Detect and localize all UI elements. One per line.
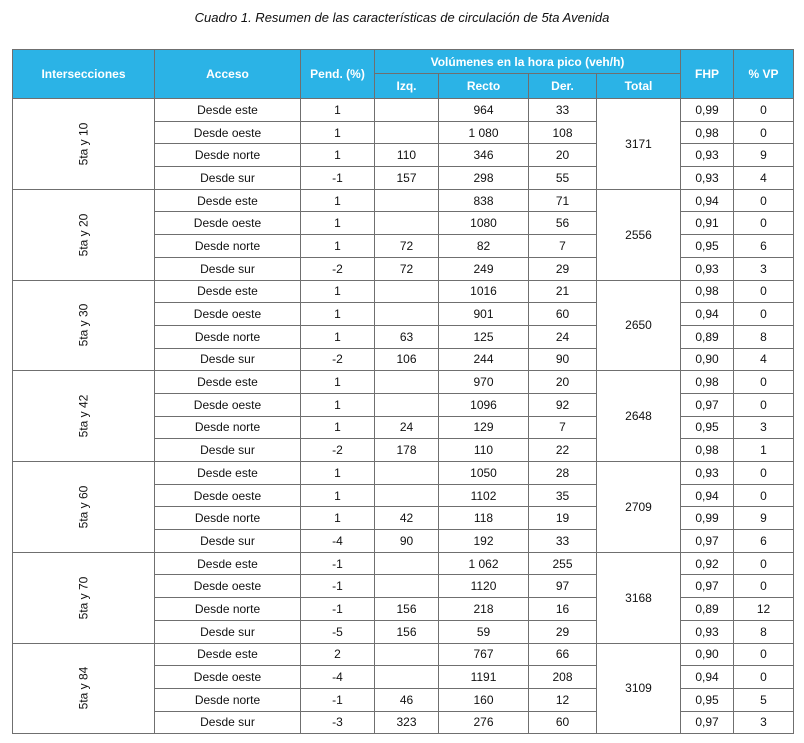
pend-cell: 1 bbox=[301, 462, 375, 485]
izq-cell bbox=[375, 121, 439, 144]
intersection-cell bbox=[13, 462, 155, 553]
fhp-cell: 0,99 bbox=[681, 99, 734, 122]
intersection-cell bbox=[13, 643, 155, 734]
intersection-cell bbox=[13, 280, 155, 371]
fhp-cell: 0,98 bbox=[681, 439, 734, 462]
pend-cell: -5 bbox=[301, 620, 375, 643]
fhp-cell: 0,99 bbox=[681, 507, 734, 530]
izq-cell bbox=[375, 666, 439, 689]
fhp-cell: 0,94 bbox=[681, 484, 734, 507]
fhp-cell: 0,97 bbox=[681, 393, 734, 416]
pend-cell: -2 bbox=[301, 257, 375, 280]
izq-cell bbox=[375, 212, 439, 235]
der-cell: 97 bbox=[529, 575, 597, 598]
fhp-cell: 0,93 bbox=[681, 620, 734, 643]
der-cell: 56 bbox=[529, 212, 597, 235]
pend-cell: -2 bbox=[301, 439, 375, 462]
fhp-cell: 0,95 bbox=[681, 688, 734, 711]
izq-cell bbox=[375, 189, 439, 212]
pend-cell: 1 bbox=[301, 280, 375, 303]
pend-cell: 1 bbox=[301, 484, 375, 507]
fhp-cell: 0,98 bbox=[681, 121, 734, 144]
recto-cell: 1080 bbox=[439, 212, 529, 235]
pend-cell: 1 bbox=[301, 212, 375, 235]
recto-cell: 110 bbox=[439, 439, 529, 462]
fhp-cell: 0,98 bbox=[681, 371, 734, 394]
header-izq: Izq. bbox=[375, 74, 439, 99]
der-cell: 255 bbox=[529, 552, 597, 575]
der-cell: 28 bbox=[529, 462, 597, 485]
der-cell: 92 bbox=[529, 393, 597, 416]
vp-cell: 8 bbox=[734, 620, 794, 643]
recto-cell: 1120 bbox=[439, 575, 529, 598]
der-cell: 29 bbox=[529, 620, 597, 643]
acceso-cell: Desde este bbox=[155, 99, 301, 122]
acceso-cell: Desde este bbox=[155, 280, 301, 303]
total-cell: 3171 bbox=[597, 99, 681, 190]
izq-cell: 156 bbox=[375, 598, 439, 621]
acceso-cell: Desde norte bbox=[155, 688, 301, 711]
vp-cell: 0 bbox=[734, 552, 794, 575]
izq-cell bbox=[375, 484, 439, 507]
recto-cell: 901 bbox=[439, 303, 529, 326]
izq-cell bbox=[375, 303, 439, 326]
recto-cell: 1102 bbox=[439, 484, 529, 507]
recto-cell: 244 bbox=[439, 348, 529, 371]
intersection-label: 5ta y 20 bbox=[76, 213, 91, 256]
acceso-cell: Desde oeste bbox=[155, 121, 301, 144]
vp-cell: 4 bbox=[734, 167, 794, 190]
acceso-cell: Desde oeste bbox=[155, 484, 301, 507]
intersection-label: 5ta y 60 bbox=[76, 485, 91, 529]
table-row bbox=[13, 371, 794, 394]
izq-cell: 46 bbox=[375, 688, 439, 711]
der-cell: 66 bbox=[529, 643, 597, 666]
recto-cell: 346 bbox=[439, 144, 529, 167]
table-row bbox=[13, 99, 794, 122]
vp-cell: 0 bbox=[734, 280, 794, 303]
izq-cell: 63 bbox=[375, 325, 439, 348]
der-cell: 35 bbox=[529, 484, 597, 507]
vp-cell: 9 bbox=[734, 507, 794, 530]
pend-cell: 1 bbox=[301, 303, 375, 326]
intersection-label: 5ta y 84 bbox=[76, 667, 91, 710]
pend-cell: -1 bbox=[301, 552, 375, 575]
acceso-cell: Desde este bbox=[155, 371, 301, 394]
izq-cell bbox=[375, 371, 439, 394]
der-cell: 208 bbox=[529, 666, 597, 689]
acceso-cell: Desde sur bbox=[155, 439, 301, 462]
izq-cell: 72 bbox=[375, 257, 439, 280]
izq-cell: 323 bbox=[375, 711, 439, 734]
izq-cell bbox=[375, 280, 439, 303]
recto-cell: 1050 bbox=[439, 462, 529, 485]
pend-cell: 2 bbox=[301, 643, 375, 666]
vp-cell: 0 bbox=[734, 189, 794, 212]
recto-cell: 118 bbox=[439, 507, 529, 530]
fhp-cell: 0,89 bbox=[681, 598, 734, 621]
recto-cell: 59 bbox=[439, 620, 529, 643]
der-cell: 19 bbox=[529, 507, 597, 530]
acceso-cell: Desde norte bbox=[155, 598, 301, 621]
der-cell: 108 bbox=[529, 121, 597, 144]
intersection-cell bbox=[13, 189, 155, 280]
fhp-cell: 0,95 bbox=[681, 235, 734, 258]
pend-cell: -1 bbox=[301, 688, 375, 711]
izq-cell: 110 bbox=[375, 144, 439, 167]
table-row bbox=[13, 189, 794, 212]
der-cell: 71 bbox=[529, 189, 597, 212]
acceso-cell: Desde sur bbox=[155, 257, 301, 280]
recto-cell: 276 bbox=[439, 711, 529, 734]
acceso-cell: Desde este bbox=[155, 462, 301, 485]
vp-cell: 3 bbox=[734, 711, 794, 734]
header-acceso: Acceso bbox=[155, 50, 301, 99]
acceso-cell: Desde oeste bbox=[155, 575, 301, 598]
pend-cell: -4 bbox=[301, 530, 375, 553]
table-row bbox=[13, 552, 794, 575]
table-caption: Cuadro 1. Resumen de las características de circulación de 5ta Avenida bbox=[194, 10, 610, 25]
vp-cell: 9 bbox=[734, 144, 794, 167]
vp-cell: 0 bbox=[734, 484, 794, 507]
vp-cell: 0 bbox=[734, 575, 794, 598]
recto-cell: 964 bbox=[439, 99, 529, 122]
recto-cell: 1016 bbox=[439, 280, 529, 303]
recto-cell: 970 bbox=[439, 371, 529, 394]
intersection-cell bbox=[13, 371, 155, 462]
fhp-cell: 0,97 bbox=[681, 711, 734, 734]
izq-cell bbox=[375, 99, 439, 122]
vp-cell: 3 bbox=[734, 416, 794, 439]
fhp-cell: 0,90 bbox=[681, 643, 734, 666]
izq-cell: 42 bbox=[375, 507, 439, 530]
intersection-cell bbox=[13, 552, 155, 643]
pend-cell: 1 bbox=[301, 416, 375, 439]
recto-cell: 129 bbox=[439, 416, 529, 439]
izq-cell: 178 bbox=[375, 439, 439, 462]
circulation-summary-table bbox=[12, 49, 794, 734]
recto-cell: 1191 bbox=[439, 666, 529, 689]
recto-cell: 298 bbox=[439, 167, 529, 190]
der-cell: 60 bbox=[529, 711, 597, 734]
acceso-cell: Desde norte bbox=[155, 507, 301, 530]
acceso-cell: Desde sur bbox=[155, 711, 301, 734]
pend-cell: 1 bbox=[301, 189, 375, 212]
izq-cell bbox=[375, 393, 439, 416]
der-cell: 24 bbox=[529, 325, 597, 348]
acceso-cell: Desde norte bbox=[155, 416, 301, 439]
recto-cell: 218 bbox=[439, 598, 529, 621]
der-cell: 12 bbox=[529, 688, 597, 711]
vp-cell: 8 bbox=[734, 325, 794, 348]
acceso-cell: Desde sur bbox=[155, 530, 301, 553]
acceso-cell: Desde oeste bbox=[155, 303, 301, 326]
fhp-cell: 0,97 bbox=[681, 575, 734, 598]
vp-cell: 0 bbox=[734, 121, 794, 144]
der-cell: 60 bbox=[529, 303, 597, 326]
header-vp: % VP bbox=[734, 50, 794, 99]
acceso-cell: Desde norte bbox=[155, 325, 301, 348]
izq-cell: 156 bbox=[375, 620, 439, 643]
header-pend: Pend. (%) bbox=[301, 50, 375, 99]
acceso-cell: Desde oeste bbox=[155, 212, 301, 235]
table-row bbox=[13, 462, 794, 485]
izq-cell bbox=[375, 643, 439, 666]
acceso-cell: Desde este bbox=[155, 552, 301, 575]
recto-cell: 249 bbox=[439, 257, 529, 280]
vp-cell: 6 bbox=[734, 235, 794, 258]
fhp-cell: 0,93 bbox=[681, 257, 734, 280]
fhp-cell: 0,94 bbox=[681, 666, 734, 689]
total-cell: 3109 bbox=[597, 643, 681, 734]
intersection-label: 5ta y 10 bbox=[76, 122, 91, 166]
der-cell: 33 bbox=[529, 530, 597, 553]
recto-cell: 838 bbox=[439, 189, 529, 212]
pend-cell: 1 bbox=[301, 325, 375, 348]
vp-cell: 0 bbox=[734, 643, 794, 666]
recto-cell: 192 bbox=[439, 530, 529, 553]
pend-cell: -4 bbox=[301, 666, 375, 689]
pend-cell: 1 bbox=[301, 507, 375, 530]
der-cell: 20 bbox=[529, 371, 597, 394]
acceso-cell: Desde oeste bbox=[155, 393, 301, 416]
pend-cell: 1 bbox=[301, 371, 375, 394]
recto-cell: 125 bbox=[439, 325, 529, 348]
acceso-cell: Desde norte bbox=[155, 235, 301, 258]
fhp-cell: 0,91 bbox=[681, 212, 734, 235]
header-fhp: FHP bbox=[681, 50, 734, 99]
header-intersecciones: Intersecciones bbox=[13, 50, 155, 99]
pend-cell: 1 bbox=[301, 235, 375, 258]
fhp-cell: 0,92 bbox=[681, 552, 734, 575]
izq-cell: 72 bbox=[375, 235, 439, 258]
total-cell: 2648 bbox=[597, 371, 681, 462]
acceso-cell: Desde este bbox=[155, 643, 301, 666]
vp-cell: 3 bbox=[734, 257, 794, 280]
intersection-label: 5ta y 42 bbox=[76, 394, 91, 438]
total-cell: 2556 bbox=[597, 189, 681, 280]
total-cell: 3168 bbox=[597, 552, 681, 643]
vp-cell: 12 bbox=[734, 598, 794, 621]
pend-cell: 1 bbox=[301, 393, 375, 416]
recto-cell: 1096 bbox=[439, 393, 529, 416]
recto-cell: 767 bbox=[439, 643, 529, 666]
acceso-cell: Desde sur bbox=[155, 167, 301, 190]
vp-cell: 6 bbox=[734, 530, 794, 553]
pend-cell: -1 bbox=[301, 167, 375, 190]
izq-cell bbox=[375, 552, 439, 575]
der-cell: 16 bbox=[529, 598, 597, 621]
pend-cell: -1 bbox=[301, 575, 375, 598]
izq-cell bbox=[375, 575, 439, 598]
izq-cell: 90 bbox=[375, 530, 439, 553]
vp-cell: 0 bbox=[734, 371, 794, 394]
total-cell: 2709 bbox=[597, 462, 681, 553]
acceso-cell: Desde norte bbox=[155, 144, 301, 167]
der-cell: 29 bbox=[529, 257, 597, 280]
fhp-cell: 0,94 bbox=[681, 189, 734, 212]
header-volumenes: Volúmenes en la hora pico (veh/h) bbox=[375, 50, 681, 74]
der-cell: 90 bbox=[529, 348, 597, 371]
fhp-cell: 0,90 bbox=[681, 348, 734, 371]
recto-cell: 82 bbox=[439, 235, 529, 258]
der-cell: 21 bbox=[529, 280, 597, 303]
pend-cell: -3 bbox=[301, 711, 375, 734]
vp-cell: 4 bbox=[734, 348, 794, 371]
pend-cell: 1 bbox=[301, 121, 375, 144]
izq-cell: 24 bbox=[375, 416, 439, 439]
der-cell: 55 bbox=[529, 167, 597, 190]
acceso-cell: Desde oeste bbox=[155, 666, 301, 689]
fhp-cell: 0,97 bbox=[681, 530, 734, 553]
der-cell: 7 bbox=[529, 235, 597, 258]
vp-cell: 5 bbox=[734, 688, 794, 711]
header-total: Total bbox=[597, 74, 681, 99]
pend-cell: -1 bbox=[301, 598, 375, 621]
recto-cell: 160 bbox=[439, 688, 529, 711]
fhp-cell: 0,98 bbox=[681, 280, 734, 303]
pend-cell: 1 bbox=[301, 144, 375, 167]
intersection-cell bbox=[13, 99, 155, 190]
vp-cell: 1 bbox=[734, 439, 794, 462]
acceso-cell: Desde sur bbox=[155, 620, 301, 643]
der-cell: 22 bbox=[529, 439, 597, 462]
fhp-cell: 0,93 bbox=[681, 167, 734, 190]
izq-cell: 157 bbox=[375, 167, 439, 190]
vp-cell: 0 bbox=[734, 212, 794, 235]
table-row bbox=[13, 643, 794, 666]
recto-cell: 1 080 bbox=[439, 121, 529, 144]
table-header bbox=[13, 50, 794, 99]
izq-cell bbox=[375, 462, 439, 485]
pend-cell: 1 bbox=[301, 99, 375, 122]
der-cell: 33 bbox=[529, 99, 597, 122]
total-cell: 2650 bbox=[597, 280, 681, 371]
vp-cell: 0 bbox=[734, 99, 794, 122]
izq-cell: 106 bbox=[375, 348, 439, 371]
vp-cell: 0 bbox=[734, 393, 794, 416]
intersection-label: 5ta y 30 bbox=[76, 304, 91, 347]
fhp-cell: 0,89 bbox=[681, 325, 734, 348]
fhp-cell: 0,94 bbox=[681, 303, 734, 326]
header-recto: Recto bbox=[439, 74, 529, 99]
pend-cell: -2 bbox=[301, 348, 375, 371]
der-cell: 20 bbox=[529, 144, 597, 167]
fhp-cell: 0,95 bbox=[681, 416, 734, 439]
vp-cell: 0 bbox=[734, 462, 794, 485]
table-row bbox=[13, 280, 794, 303]
fhp-cell: 0,93 bbox=[681, 144, 734, 167]
intersection-label: 5ta y 70 bbox=[76, 576, 91, 619]
acceso-cell: Desde este bbox=[155, 189, 301, 212]
header-der: Der. bbox=[529, 74, 597, 99]
acceso-cell: Desde sur bbox=[155, 348, 301, 371]
vp-cell: 0 bbox=[734, 303, 794, 326]
fhp-cell: 0,93 bbox=[681, 462, 734, 485]
der-cell: 7 bbox=[529, 416, 597, 439]
table-body bbox=[13, 99, 794, 734]
vp-cell: 0 bbox=[734, 666, 794, 689]
recto-cell: 1 062 bbox=[439, 552, 529, 575]
